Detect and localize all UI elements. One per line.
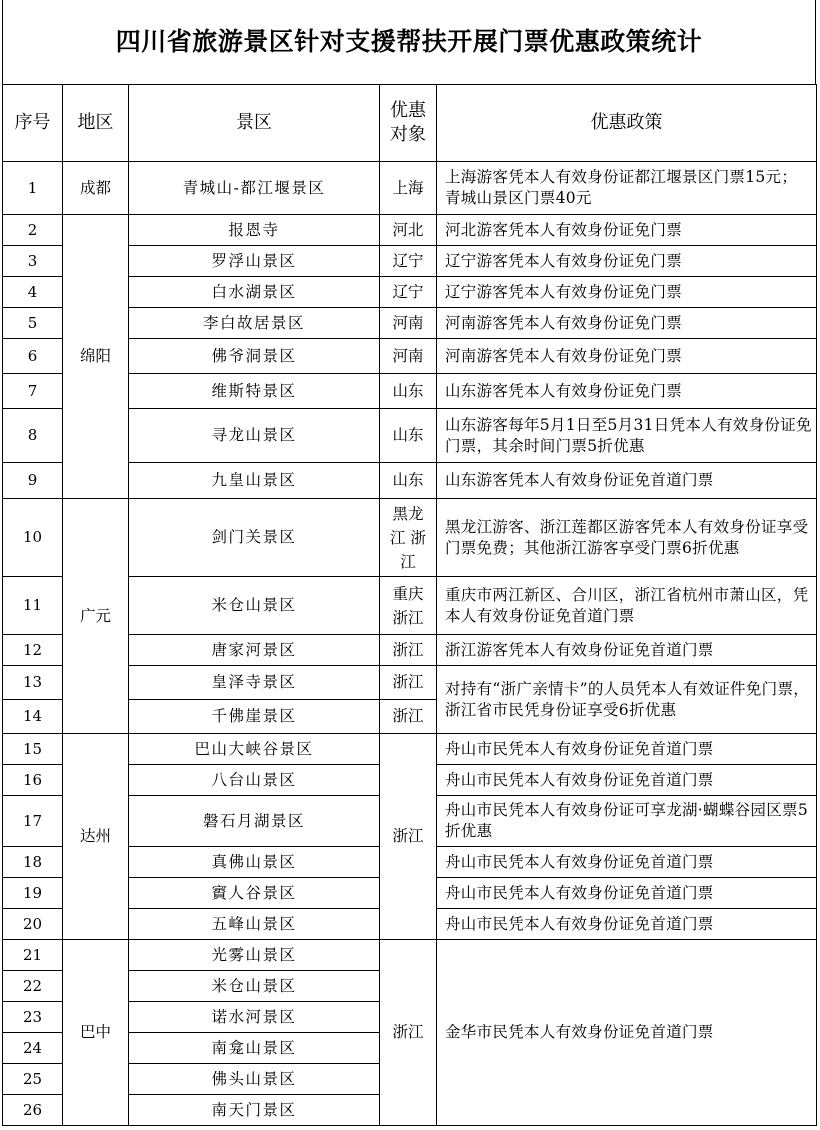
row-index: 7 bbox=[3, 374, 63, 409]
row-index: 2 bbox=[3, 215, 63, 246]
policy-table bbox=[2, 84, 817, 1126]
table-row bbox=[3, 940, 817, 971]
target-cell: 浙江 bbox=[380, 940, 437, 1126]
row-index: 5 bbox=[3, 308, 63, 339]
row-index: 14 bbox=[3, 700, 63, 734]
header-policy: 优惠政策 bbox=[437, 85, 817, 162]
table-row bbox=[3, 162, 817, 215]
header-row bbox=[3, 85, 817, 162]
row-index: 25 bbox=[3, 1064, 63, 1095]
header-index: 序号 bbox=[3, 85, 63, 162]
region-cell: 达州 bbox=[63, 734, 129, 940]
spot-cell: 八台山景区 bbox=[129, 765, 380, 796]
target-cell: 河北 bbox=[380, 215, 437, 246]
spot-cell: 剑门关景区 bbox=[129, 499, 380, 577]
target-cell: 河南 bbox=[380, 308, 437, 339]
spot-cell: 南龛山景区 bbox=[129, 1033, 380, 1064]
region-cell: 绵阳 bbox=[63, 215, 129, 499]
policy-cell: 舟山市民凭本人有效身份证可享龙湖·蝴蝶谷园区票5折优惠 bbox=[437, 796, 817, 847]
policy-cell: 山东游客凭本人有效身份证免首道门票 bbox=[437, 463, 817, 499]
target-cell: 浙江 bbox=[380, 666, 437, 700]
target-cell bbox=[380, 499, 437, 577]
row-index: 3 bbox=[3, 246, 63, 277]
row-index: 17 bbox=[3, 796, 63, 847]
target-cell: 河南 bbox=[380, 339, 437, 374]
spot-cell: 光雾山景区 bbox=[129, 940, 380, 971]
table-row bbox=[3, 734, 817, 765]
row-index: 8 bbox=[3, 409, 63, 463]
policy-cell: 山东游客凭本人有效身份证免门票 bbox=[437, 374, 817, 409]
spot-cell: 五峰山景区 bbox=[129, 909, 380, 940]
target-cell: 辽宁 bbox=[380, 277, 437, 308]
spot-cell: 南天门景区 bbox=[129, 1095, 380, 1126]
header-target-text: 优惠对象 bbox=[390, 100, 426, 145]
policy-cell: 浙江游客凭本人有效身份证免首道门票 bbox=[437, 635, 817, 666]
target-cell: 浙江 bbox=[380, 635, 437, 666]
policy-cell: 金华市民凭本人有效身份证免首道门票 bbox=[437, 940, 817, 1126]
document-title: 四川省旅游景区针对支援帮扶开展门票优惠政策统计 bbox=[115, 27, 703, 56]
row-index: 15 bbox=[3, 734, 63, 765]
row-index: 26 bbox=[3, 1095, 63, 1126]
row-index: 11 bbox=[3, 577, 63, 635]
policy-cell: 辽宁游客凭本人有效身份证免门票 bbox=[437, 246, 817, 277]
spot-cell: 賨人谷景区 bbox=[129, 878, 380, 909]
target-text: 黑龙江 浙江 bbox=[390, 504, 426, 571]
spot-cell: 李白故居景区 bbox=[129, 308, 380, 339]
title-box bbox=[2, 0, 816, 84]
spot-cell: 寻龙山景区 bbox=[129, 409, 380, 463]
spot-cell: 白水湖景区 bbox=[129, 277, 380, 308]
target-cell: 上海 bbox=[380, 162, 437, 215]
table-row bbox=[3, 499, 817, 577]
header-region: 地区 bbox=[63, 85, 129, 162]
spot-cell: 维斯特景区 bbox=[129, 374, 380, 409]
policy-cell: 黑龙江游客、浙江莲都区游客凭本人有效身份证享受门票免费；其他浙江游客享受门票6折优惠 bbox=[437, 499, 817, 577]
spot-cell: 米仓山景区 bbox=[129, 971, 380, 1002]
spot-cell: 米仓山景区 bbox=[129, 577, 380, 635]
policy-cell: 舟山市民凭本人有效身份证免首道门票 bbox=[437, 765, 817, 796]
spot-cell: 真佛山景区 bbox=[129, 847, 380, 878]
spot-cell: 罗浮山景区 bbox=[129, 246, 380, 277]
policy-cell: 重庆市两江新区、合川区，浙江省杭州市萧山区，凭本人有效身份证免首道门票 bbox=[437, 577, 817, 635]
policy-cell: 舟山市民凭本人有效身份证免首道门票 bbox=[437, 878, 817, 909]
policy-cell: 对持有“浙广亲情卡”的人员凭本人有效证件免门票，浙江省市民凭身份证享受6折优惠 bbox=[437, 666, 817, 734]
target-cell bbox=[380, 577, 437, 635]
target-cell: 辽宁 bbox=[380, 246, 437, 277]
header-target bbox=[380, 85, 437, 162]
row-index: 13 bbox=[3, 666, 63, 700]
row-index: 10 bbox=[3, 499, 63, 577]
policy-cell: 上海游客凭本人有效身份证都江堰景区门票15元；青城山景区门票40元 bbox=[437, 162, 817, 215]
target-cell: 浙江 bbox=[380, 734, 437, 940]
region-cell: 广元 bbox=[63, 499, 129, 734]
row-index: 9 bbox=[3, 463, 63, 499]
policy-cell: 舟山市民凭本人有效身份证免首道门票 bbox=[437, 847, 817, 878]
target-cell: 山东 bbox=[380, 374, 437, 409]
spot-cell: 佛头山景区 bbox=[129, 1064, 380, 1095]
row-index: 4 bbox=[3, 277, 63, 308]
spot-cell: 诺水河景区 bbox=[129, 1002, 380, 1033]
policy-cell: 河南游客凭本人有效身份证免门票 bbox=[437, 339, 817, 374]
header-spot: 景区 bbox=[129, 85, 380, 162]
region-cell: 成都 bbox=[63, 162, 129, 215]
target-text: 重庆 浙江 bbox=[392, 584, 424, 627]
row-index: 22 bbox=[3, 971, 63, 1002]
row-index: 1 bbox=[3, 162, 63, 215]
row-index: 18 bbox=[3, 847, 63, 878]
policy-cell: 舟山市民凭本人有效身份证免首道门票 bbox=[437, 734, 817, 765]
row-index: 21 bbox=[3, 940, 63, 971]
row-index: 16 bbox=[3, 765, 63, 796]
row-index: 12 bbox=[3, 635, 63, 666]
row-index: 19 bbox=[3, 878, 63, 909]
spot-cell: 唐家河景区 bbox=[129, 635, 380, 666]
target-cell: 浙江 bbox=[380, 700, 437, 734]
target-cell: 山东 bbox=[380, 409, 437, 463]
policy-cell: 舟山市民凭本人有效身份证免首道门票 bbox=[437, 909, 817, 940]
policy-cell: 河北游客凭本人有效身份证免门票 bbox=[437, 215, 817, 246]
table-row bbox=[3, 215, 817, 246]
spot-cell: 巴山大峡谷景区 bbox=[129, 734, 380, 765]
spot-cell: 千佛崖景区 bbox=[129, 700, 380, 734]
target-cell: 山东 bbox=[380, 463, 437, 499]
spot-cell: 皇泽寺景区 bbox=[129, 666, 380, 700]
policy-cell: 山东游客每年5月1日至5月31日凭本人有效身份证免门票，其余时间门票5折优惠 bbox=[437, 409, 817, 463]
spot-cell: 九皇山景区 bbox=[129, 463, 380, 499]
row-index: 24 bbox=[3, 1033, 63, 1064]
spot-cell: 青城山-都江堰景区 bbox=[129, 162, 380, 215]
row-index: 23 bbox=[3, 1002, 63, 1033]
policy-cell: 河南游客凭本人有效身份证免门票 bbox=[437, 308, 817, 339]
policy-cell: 辽宁游客凭本人有效身份证免门票 bbox=[437, 277, 817, 308]
row-index: 6 bbox=[3, 339, 63, 374]
row-index: 20 bbox=[3, 909, 63, 940]
spot-cell: 报恩寺 bbox=[129, 215, 380, 246]
region-cell: 巴中 bbox=[63, 940, 129, 1126]
spot-cell: 佛爷洞景区 bbox=[129, 339, 380, 374]
spot-cell: 磐石月湖景区 bbox=[129, 796, 380, 847]
